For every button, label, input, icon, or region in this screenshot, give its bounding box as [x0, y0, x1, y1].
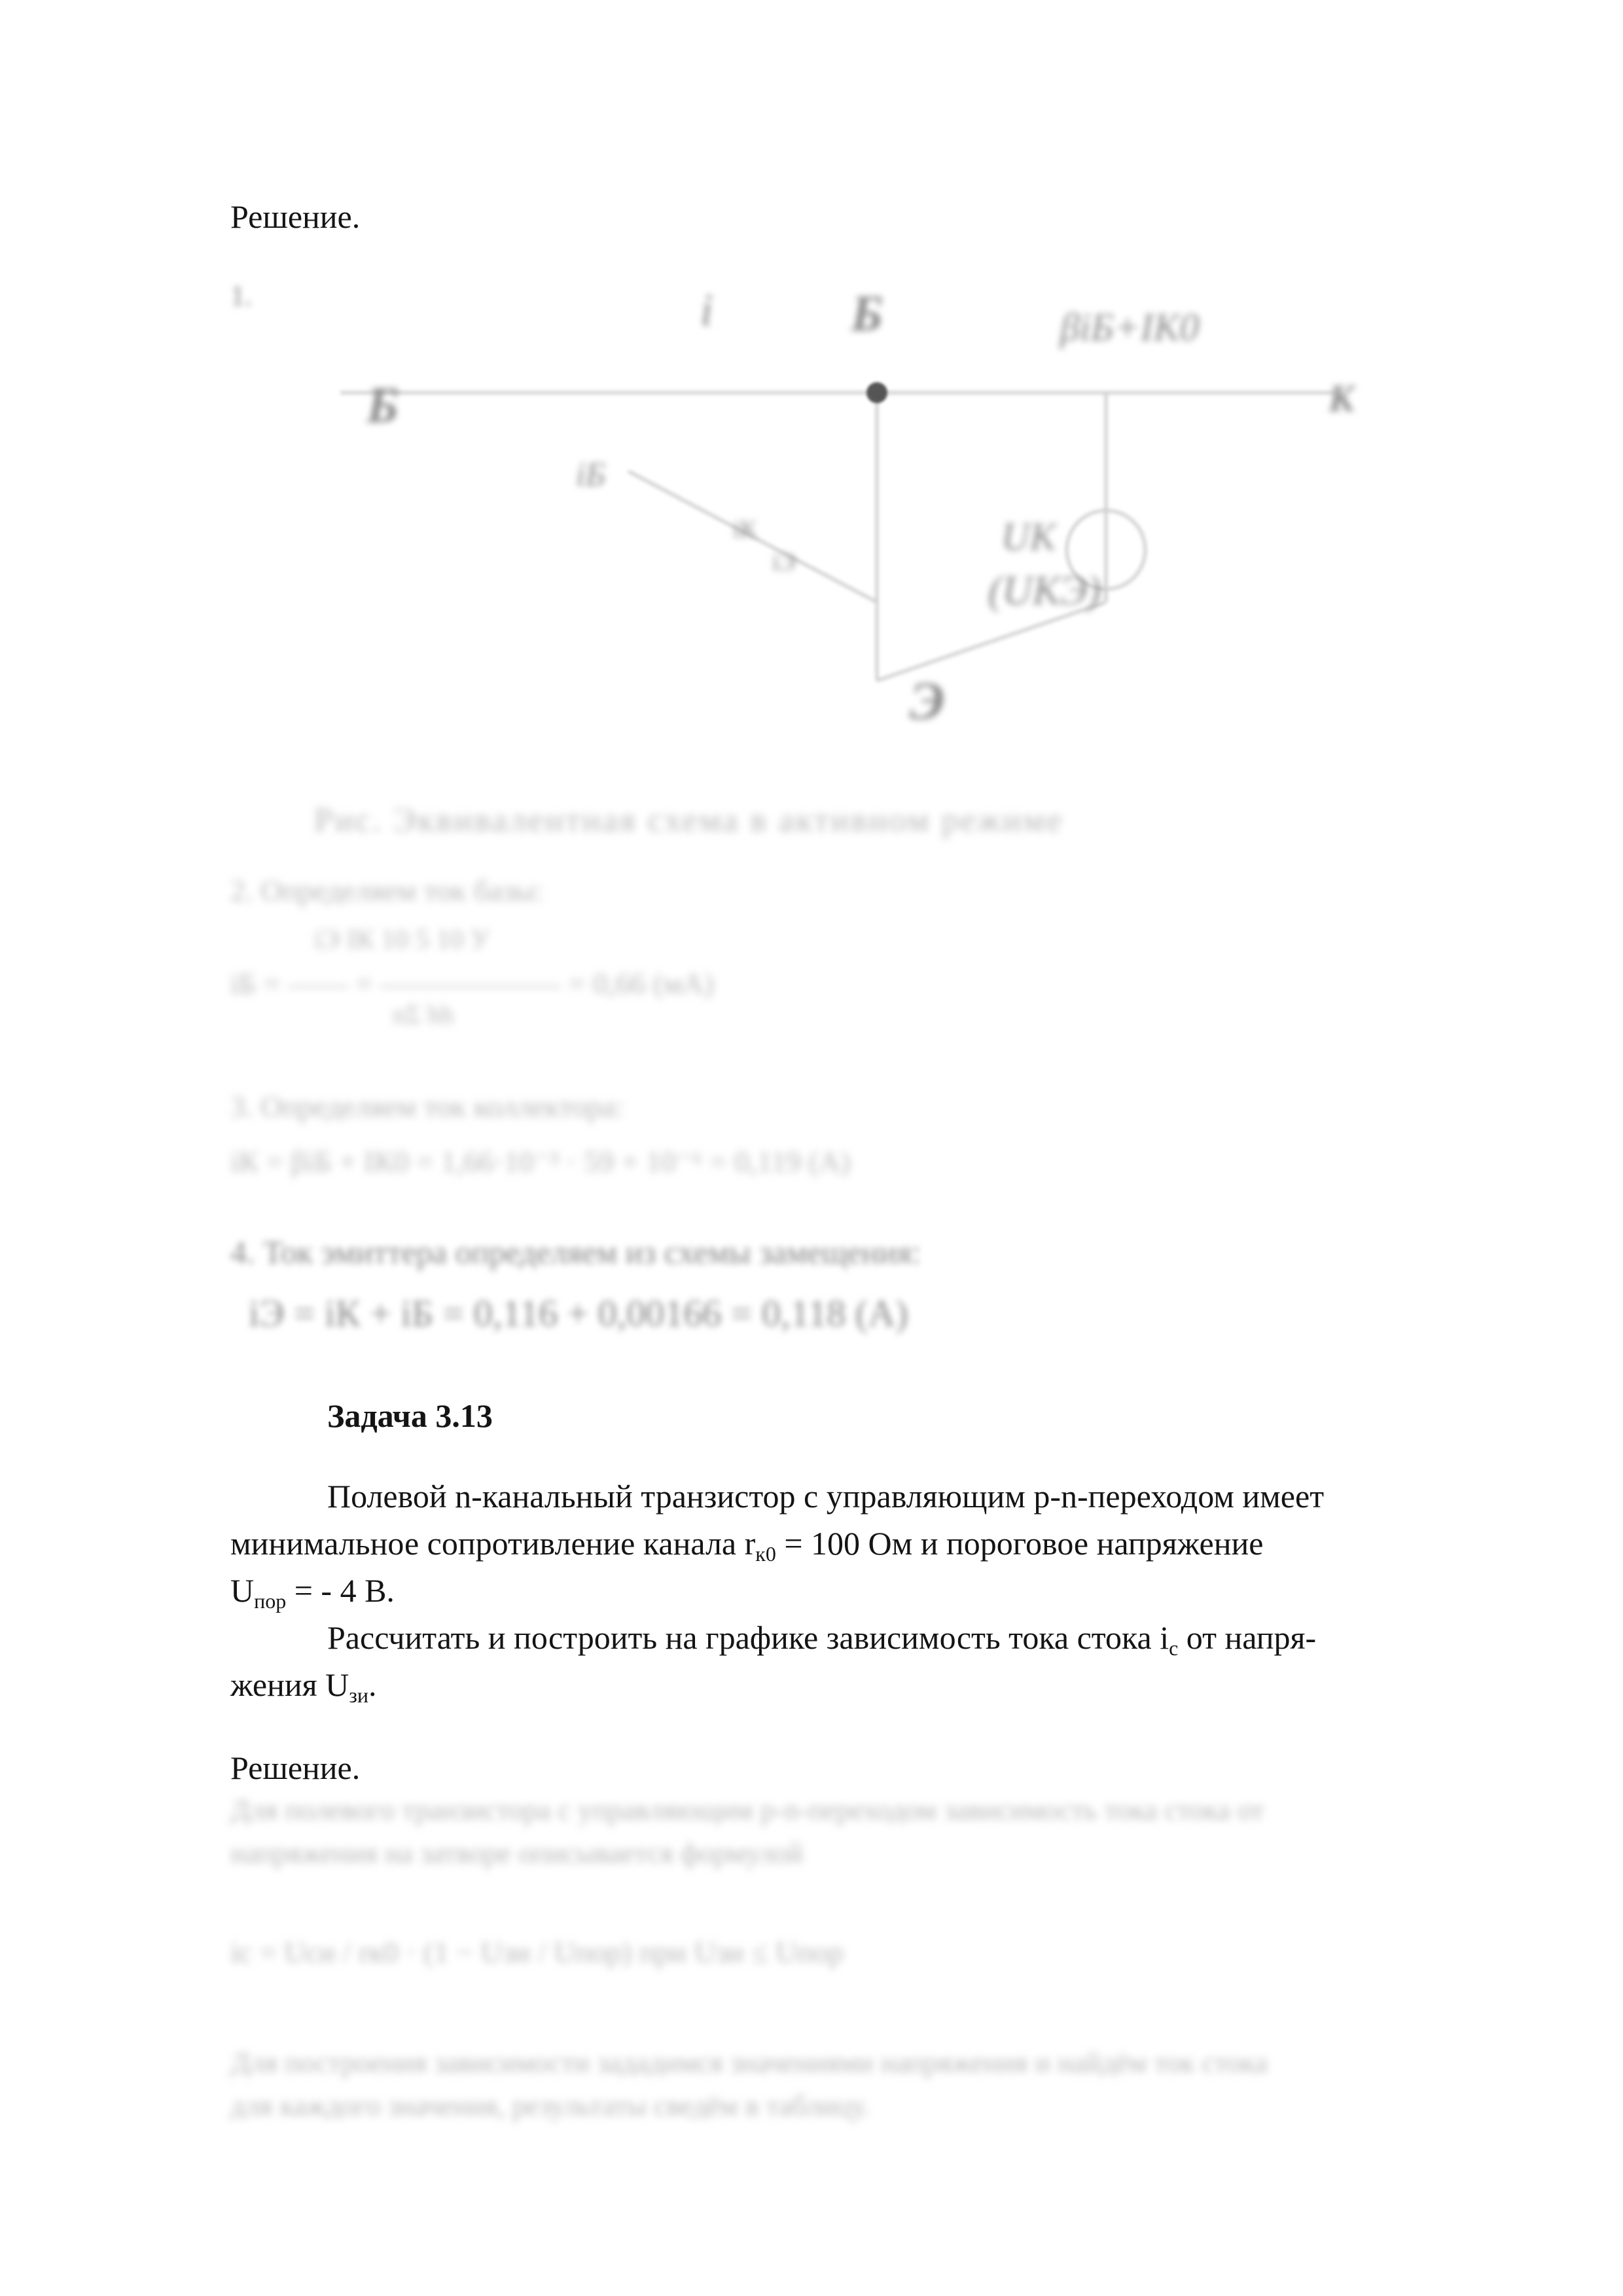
label-ib: iБ [576, 456, 606, 493]
solution2-line3: Для построения зависимости зададимся значениями напряжения и найдём ток стока [230, 2047, 1268, 2079]
task-paragraph-1 [230, 1473, 1487, 1614]
step3-formula: iК = βiБ + IК0 = 1,66·10⁻³ · 59 + 10⁻⁶ = 0,119 (А) [230, 1145, 851, 1178]
label-k: К [1329, 377, 1355, 420]
step4-formula: iЭ = iК + iБ = 0,116 + 0,00166 = 0,118 (А) [249, 1292, 908, 1335]
step2-fraction-top: iЭ IК 10 5 10 У [314, 925, 490, 955]
solution-heading-2: Решение. [230, 1749, 361, 1786]
task-p1-line1: Полевой n-канальный транзистор с управляющим p-n-переходом имеет [327, 1478, 1325, 1515]
label-uk-paren: (UКЭ) [988, 567, 1101, 613]
solution2-line2: напряжения на затворе описывается формулой [230, 1837, 804, 1869]
task-p2-line2: жения $U_{зи}$. [230, 1666, 377, 1707]
label-e: Э [910, 671, 945, 730]
step2-text: 2. Определяем ток базы: [230, 874, 543, 907]
equivalent-circuit-diagram [223, 275, 1414, 785]
solution2-line1: Для полевого транзистора с управляющим p-n-переходом зависимость тока стока от [230, 1794, 1264, 1826]
step2-fraction-bottom: nΣ hh [393, 999, 454, 1029]
label-ue: UК [1001, 515, 1056, 558]
task-p1-line2: минимальное сопротивление канала $r_{к0} = 100$ Ом и пороговое напряжение [230, 1525, 1264, 1566]
label-beta-term: βiБ+IК0 [1060, 306, 1200, 349]
label-b-top: Б [851, 285, 883, 342]
figure-step-number: 1. [230, 279, 252, 312]
label-ig: i [700, 285, 713, 336]
step4-text: 4. Ток эмиттера определяем из схемы замещения: [230, 1234, 921, 1270]
solution2-formula: iс = Uси / rк0 · (1 − Uзи / Uпор) при Uзи ≤ Uпор [230, 1935, 844, 1969]
task-paragraph-2 [230, 1614, 1487, 1708]
label-ik-mid: iК [733, 516, 757, 543]
solution2-line4: для каждого значения, результаты сведём в таблицу. [230, 2090, 870, 2122]
figure-caption: Рис. Эквивалентная схема в активном режиме [314, 802, 1064, 839]
step3-text: 3. Определяем ток коллектора: [230, 1090, 624, 1123]
task-p2-line1: Рассчитать и построить на графике зависимость тока стока $i_с$ от напря- [327, 1619, 1317, 1660]
circuit-node [866, 382, 887, 403]
label-ie-mid: iЭ [772, 548, 796, 576]
task-title: Задача 3.13 [327, 1397, 493, 1434]
task-p1-line3: $U_{пор}$ = - 4 В. [230, 1572, 395, 1613]
step2-formula: iБ = —— = —————— = 0,66 (мА) [230, 967, 714, 1000]
solution-heading-1: Решение. [230, 198, 361, 235]
label-b-left: Б [366, 376, 399, 433]
